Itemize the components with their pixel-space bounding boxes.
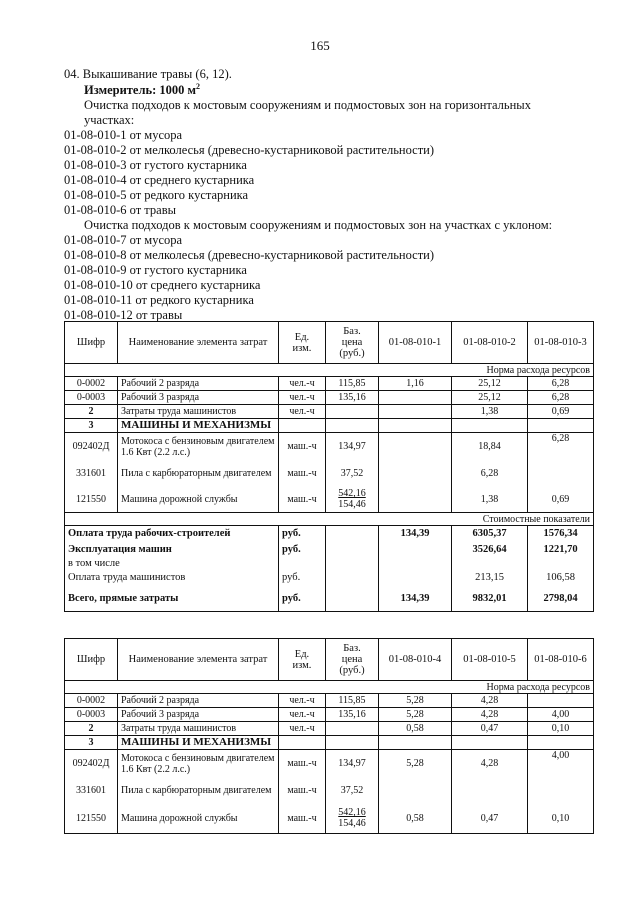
header-col-5: 01-08-010-5	[452, 639, 528, 681]
list-item	[64, 263, 247, 278]
table-cell	[279, 736, 326, 750]
table-cell: Пила с карбюраторным двигателем	[118, 778, 279, 804]
table-cell: чел.-ч	[279, 405, 326, 419]
table-cell: маш.-ч	[279, 804, 326, 834]
measurer-label: Измеритель: 1000 м	[84, 83, 197, 97]
item-code: 01-08-010-11	[64, 293, 133, 307]
item-text: от мелколесья (древесно-кустарниковой растительности)	[129, 248, 435, 262]
table-cell	[379, 391, 452, 405]
item-code: 01-08-010-9	[64, 263, 127, 277]
text-span: цена	[341, 337, 363, 348]
header-name: Наименование элемента затрат	[118, 639, 279, 681]
section-title: 04. Выкашивание травы (6, 12).	[64, 67, 232, 81]
table-cell: Пила с карбюраторным двигателем	[118, 461, 279, 487]
header-name: Наименование элемента затрат	[118, 322, 279, 364]
totals-operator-row	[65, 570, 594, 586]
table-cell: 6,28	[452, 461, 528, 487]
table-cell: 115,85	[326, 377, 379, 391]
text-span: 542,16	[338, 807, 366, 819]
table-cell: руб.	[279, 586, 326, 612]
table-cell: чел.-ч	[279, 391, 326, 405]
table-cell: 0-0002	[65, 377, 118, 391]
table-cell: 4,28	[452, 708, 528, 722]
table-cell: 25,12	[452, 391, 528, 405]
table-cell	[528, 736, 594, 750]
machine-row	[65, 487, 594, 513]
header-col-3: 01-08-010-3	[528, 322, 594, 364]
group1-title-cont: участках:	[84, 113, 135, 127]
table-cell: 5,28	[379, 694, 452, 708]
table-cell: 18,84	[452, 433, 528, 461]
header-price	[326, 639, 379, 681]
list-item	[64, 173, 254, 188]
table-cell: 2	[65, 405, 118, 419]
table-cell	[326, 722, 379, 736]
table-cell: Машина дорожной службы	[118, 804, 279, 834]
item-code: 01-08-010-10	[64, 278, 133, 292]
table-cell: руб.	[279, 526, 326, 542]
cost-label-row	[65, 513, 594, 526]
text-span: изм.	[292, 342, 312, 354]
table-cell	[379, 433, 452, 461]
table-cell: 9832,01	[452, 586, 528, 612]
list-item	[64, 293, 254, 308]
header-unit	[279, 639, 326, 681]
table-cell: Затраты труда машинистов	[118, 722, 279, 736]
table-cell: 115,85	[326, 694, 379, 708]
item-text: от травы	[129, 203, 177, 217]
table-cell: Мотокоса с бензиновым двигателем 1.6 Квт (2.2 л.с.)	[118, 433, 279, 461]
text-span: 154,46	[338, 499, 366, 511]
table-cell: маш.-ч	[279, 750, 326, 778]
item-text: от среднего кустарника	[135, 278, 261, 292]
page-number: 165	[310, 38, 330, 53]
machine-row	[65, 804, 594, 834]
cost-label: Стоимостные показатели	[65, 513, 594, 526]
item-code: 01-08-010-7	[64, 233, 127, 247]
resource-table-1	[64, 321, 594, 612]
item-text: от мусора	[129, 233, 183, 247]
text-span: 154,46	[338, 818, 366, 830]
table-cell	[326, 586, 379, 612]
text-span: цена	[341, 654, 363, 665]
header-col-1: 01-08-010-1	[379, 322, 452, 364]
table-cell: 121550	[65, 804, 118, 834]
table-cell: маш.-ч	[279, 778, 326, 804]
measurer	[84, 83, 200, 98]
table-cell: Рабочий 2 разряда	[118, 694, 279, 708]
table-cell	[379, 419, 452, 433]
table-row	[65, 377, 594, 391]
section-row	[65, 736, 594, 750]
table-cell: 4,28	[452, 750, 528, 778]
table-cell: 1221,70	[528, 542, 594, 557]
table-row	[65, 694, 594, 708]
table-cell: 4,00	[528, 750, 594, 778]
table-cell: 092402Д	[65, 750, 118, 778]
header-unit	[279, 322, 326, 364]
section-row	[65, 419, 594, 433]
table-cell	[326, 557, 379, 570]
table-cell: 2798,04	[528, 586, 594, 612]
item-code: 01-08-010-5	[64, 188, 127, 202]
header-code: Шифр	[65, 322, 118, 364]
text-span: (руб.)	[339, 348, 365, 359]
table-cell: 6,28	[528, 391, 594, 405]
table-cell: 0,69	[528, 487, 594, 513]
table-cell: МАШИНЫ И МЕХАНИЗМЫ	[118, 419, 279, 433]
table-cell	[528, 778, 594, 804]
table-cell: 1576,34	[528, 526, 594, 542]
text-span: Баз.	[343, 326, 361, 337]
table-cell: 135,16	[326, 391, 379, 405]
text-span: Ед.	[294, 331, 310, 343]
table-cell: 0-0002	[65, 694, 118, 708]
table-cell	[379, 557, 452, 570]
table-cell: 1,16	[379, 377, 452, 391]
list-item	[64, 248, 434, 263]
text-span: Ед.	[294, 648, 310, 660]
text-span: (руб.)	[339, 665, 365, 676]
group2-title: Очистка подходов к мостовым сооружениям и подмостовых зон на участках с уклоном:	[84, 218, 553, 232]
table-cell: 2	[65, 722, 118, 736]
machine-row	[65, 433, 594, 461]
table-cell	[379, 778, 452, 804]
table-cell: МАШИНЫ И МЕХАНИЗМЫ	[118, 736, 279, 750]
text-span: Баз.	[343, 643, 361, 654]
table-cell	[279, 419, 326, 433]
table-cell: 4,00	[528, 708, 594, 722]
table-cell: чел.-ч	[279, 694, 326, 708]
table-cell: 134,39	[379, 526, 452, 542]
table-cell: руб.	[279, 570, 326, 586]
machine-row	[65, 750, 594, 778]
table-cell: 1,38	[452, 487, 528, 513]
resource-table-2	[64, 638, 594, 834]
table-cell: 6,28	[528, 377, 594, 391]
table-cell: чел.-ч	[279, 722, 326, 736]
table-cell: 0,47	[452, 804, 528, 834]
table-cell: 0,47	[452, 722, 528, 736]
norma-row	[65, 681, 594, 694]
table-cell: 134,39	[379, 586, 452, 612]
item-text: от среднего кустарника	[129, 173, 255, 187]
table-cell	[326, 405, 379, 419]
table-cell	[452, 778, 528, 804]
header-code: Шифр	[65, 639, 118, 681]
table-cell: 121550	[65, 487, 118, 513]
item-text: от густого кустарника	[129, 263, 247, 277]
table-cell	[326, 526, 379, 542]
table-cell: 0-0003	[65, 708, 118, 722]
table-cell: 135,16	[326, 708, 379, 722]
table-cell	[379, 487, 452, 513]
table-cell: Машина дорожной службы	[118, 487, 279, 513]
header-col-6: 01-08-010-6	[528, 639, 594, 681]
table-cell: Всего, прямые затраты	[65, 586, 279, 612]
table-cell: маш.-ч	[279, 487, 326, 513]
list-item	[64, 203, 176, 218]
table-cell: 6305,37	[452, 526, 528, 542]
table-cell	[326, 419, 379, 433]
item-code: 01-08-010-3	[64, 158, 127, 172]
table-cell	[528, 461, 594, 487]
table-cell	[452, 736, 528, 750]
item-text: от травы	[135, 308, 183, 322]
table-header-row	[65, 322, 594, 364]
table-cell: Затраты труда машинистов	[118, 405, 279, 419]
list-item	[64, 128, 182, 143]
table-cell: 25,12	[452, 377, 528, 391]
table-cell: маш.-ч	[279, 461, 326, 487]
table-cell: Эксплуатация машин	[65, 542, 279, 557]
table-row	[65, 722, 594, 736]
table-cell: 331601	[65, 461, 118, 487]
table-cell: 134,97	[326, 433, 379, 461]
table-cell: 3526,64	[452, 542, 528, 557]
table-cell: 213,15	[452, 570, 528, 586]
machine-row	[65, 461, 594, 487]
list-item	[64, 278, 260, 293]
table-cell: чел.-ч	[279, 377, 326, 391]
table-cell: Оплата труда рабочих-строителей	[65, 526, 279, 542]
table-cell	[528, 694, 594, 708]
totals-total-row	[65, 586, 594, 612]
table-cell: Мотокоса с бензиновым двигателем 1.6 Квт (2.2 л.с.)	[118, 750, 279, 778]
table-cell: 0,10	[528, 722, 594, 736]
item-code: 01-08-010-12	[64, 308, 133, 322]
table-cell	[452, 557, 528, 570]
table-cell: в том числе	[65, 557, 279, 570]
table-cell: 134,97	[326, 750, 379, 778]
list-item	[64, 143, 434, 158]
table-cell	[528, 419, 594, 433]
list-item	[64, 188, 248, 203]
price-pair	[326, 804, 379, 834]
item-code: 01-08-010-4	[64, 173, 127, 187]
table-row	[65, 391, 594, 405]
table-cell: 3	[65, 419, 118, 433]
text-span: изм.	[292, 659, 312, 671]
table-cell: 4,28	[452, 694, 528, 708]
table-row	[65, 708, 594, 722]
item-text: от редкого кустарника	[135, 293, 254, 307]
item-text: от мусора	[129, 128, 183, 142]
table-cell: Рабочий 3 разряда	[118, 391, 279, 405]
table-cell	[326, 570, 379, 586]
table-cell	[326, 736, 379, 750]
table-cell	[528, 557, 594, 570]
price-pair	[326, 487, 379, 513]
table-cell: 6,28	[528, 433, 594, 461]
table-cell	[379, 570, 452, 586]
table-cell: 1,38	[452, 405, 528, 419]
table-cell: 0,10	[528, 804, 594, 834]
group1-title: Очистка подходов к мостовым сооружениям и подмостовых зон на горизонтальных	[84, 98, 531, 112]
item-code: 01-08-010-6	[64, 203, 127, 217]
table-header-row	[65, 639, 594, 681]
table-cell	[379, 542, 452, 557]
table-cell: 0,58	[379, 722, 452, 736]
table-cell	[379, 736, 452, 750]
table-row	[65, 405, 594, 419]
table-cell: 37,52	[326, 461, 379, 487]
table-cell	[452, 419, 528, 433]
table-cell: маш.-ч	[279, 433, 326, 461]
norma-label: Норма расхода ресурсов	[65, 364, 594, 377]
table-cell: руб.	[279, 542, 326, 557]
table-cell: 106,58	[528, 570, 594, 586]
table-cell: 331601	[65, 778, 118, 804]
table-cell: Рабочий 2 разряда	[118, 377, 279, 391]
table-cell: 37,52	[326, 778, 379, 804]
table-cell: 3	[65, 736, 118, 750]
item-text: от мелколесья (древесно-кустарниковой растительности)	[129, 143, 435, 157]
norma-row	[65, 364, 594, 377]
text-span: 542,16	[338, 488, 366, 500]
item-code: 01-08-010-8	[64, 248, 127, 262]
table-cell: 0,69	[528, 405, 594, 419]
table-cell: 5,28	[379, 708, 452, 722]
header-col-4: 01-08-010-4	[379, 639, 452, 681]
table-cell: чел.-ч	[279, 708, 326, 722]
item-code: 01-08-010-1	[64, 128, 127, 142]
table-cell: 0-0003	[65, 391, 118, 405]
item-text: от редкого кустарника	[129, 188, 249, 202]
table-cell	[379, 405, 452, 419]
table-cell	[326, 542, 379, 557]
measurer-sup: 2	[196, 81, 201, 91]
item-code: 01-08-010-2	[64, 143, 127, 157]
table-cell: Оплата труда машинистов	[65, 570, 279, 586]
totals-wage-row	[65, 526, 594, 542]
table-cell: Рабочий 3 разряда	[118, 708, 279, 722]
list-item	[64, 158, 247, 173]
norma-label: Норма расхода ресурсов	[65, 681, 594, 694]
header-price	[326, 322, 379, 364]
table-cell	[379, 461, 452, 487]
machine-row	[65, 778, 594, 804]
totals-machine-row	[65, 542, 594, 557]
table-cell: 0,58	[379, 804, 452, 834]
item-text: от густого кустарника	[129, 158, 247, 172]
list-item	[64, 233, 182, 248]
header-col-2: 01-08-010-2	[452, 322, 528, 364]
table-cell	[279, 557, 326, 570]
totals-incl-row	[65, 557, 594, 570]
table-cell: 092402Д	[65, 433, 118, 461]
table-cell: 5,28	[379, 750, 452, 778]
